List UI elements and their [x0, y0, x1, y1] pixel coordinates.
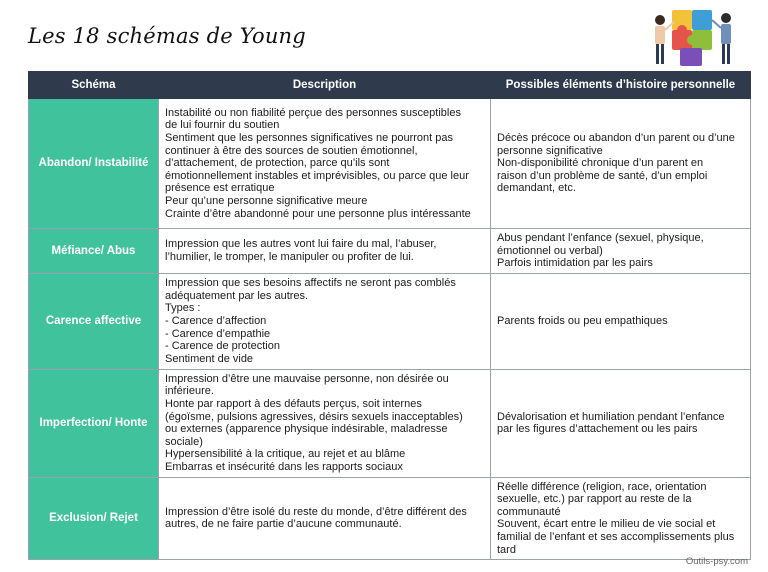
description-line: continuer à être des sources de soutien émotionnel,: [165, 144, 418, 157]
history-line: Non-disponibilité chronique d’un parent en: [497, 157, 704, 170]
header-schema: Schéma: [29, 72, 159, 99]
history-line: sexuelle, etc.) par rapport au reste de la: [497, 493, 692, 506]
history-line: Parents froids ou peu empathiques: [497, 314, 668, 327]
history-cell: [491, 369, 751, 477]
description-line: Impression que les autres vont lui faire du mal, l’abuser,: [165, 238, 437, 251]
description-line: - Carence d’affection: [165, 314, 267, 327]
table-header-row: [29, 72, 751, 99]
description-line: - Carence d’empathie: [165, 327, 271, 340]
description-cell: [159, 477, 491, 560]
history-cell: [491, 99, 751, 229]
table-row: [29, 99, 751, 229]
description-cell: [159, 369, 491, 477]
description-line: Crainte d’être abandonné pour une personne plus intéressante: [165, 207, 471, 220]
description-line: sociale): [165, 435, 203, 448]
description-line: Instabilité ou non fiabilité perçue des personnes susceptibles: [165, 106, 461, 119]
description-line: Embarras et insécurité dans les rapports sociaux: [165, 460, 403, 473]
table-row: [29, 369, 751, 477]
description-line: adéquatement par les autres.: [165, 289, 309, 302]
description-line: émotionnellement instables et imprévisibles, ou parce que leur: [165, 169, 469, 182]
description-line: Peur qu’une personne significative meure: [165, 194, 368, 207]
history-line: demandant, etc.: [497, 182, 576, 195]
table-row: [29, 477, 751, 560]
schema-name-cell: Abandon/ Instabilité: [29, 99, 159, 229]
history-line: raison d’un problème de santé, d’un emploi: [497, 169, 708, 182]
puzzle-people-illustration: [640, 4, 750, 70]
history-line: familial de l’enfant et ses accomplissements plus: [497, 530, 735, 543]
history-cell: [491, 229, 751, 274]
history-line: Souvent, écart entre le milieu de vie social et: [497, 518, 716, 531]
description-line: (égoïsme, pulsions agressives, désirs sexuels inacceptables): [165, 410, 463, 423]
description-line: Sentiment que les personnes significatives ne pourront pas: [165, 132, 454, 145]
history-line: tard: [497, 543, 516, 556]
history-line: par les figures d’attachement ou les pairs: [497, 423, 698, 436]
history-line: Dévalorisation et humiliation pendant l’enfance: [497, 410, 725, 423]
description-line: présence est erratique: [165, 182, 275, 195]
description-line: autres, de ne faire partie d’aucune communauté.: [165, 518, 402, 531]
history-cell: [491, 477, 751, 560]
schema-name-cell: Méfiance/ Abus: [29, 229, 159, 274]
description-line: Impression d’être une mauvaise personne, non désirée ou: [165, 372, 449, 385]
history-line: Parfois intimidation par les pairs: [497, 257, 653, 270]
description-cell: [159, 99, 491, 229]
description-line: Impression que ses besoins affectifs ne seront pas comblés: [165, 277, 456, 290]
history-line: communauté: [497, 505, 561, 518]
history-line: personne significative: [497, 144, 603, 157]
description-line: ou externes (apparence physique indésirable, maladresse: [165, 423, 448, 436]
table-row: [29, 229, 751, 274]
description-line: inférieure.: [165, 385, 214, 398]
history-line: Abus pendant l’enfance (sexuel, physique,: [497, 232, 704, 244]
description-line: Sentiment de vide: [165, 352, 254, 365]
header-history: Possibles éléments d’histoire personnelle: [491, 72, 751, 99]
schema-name-cell: Carence affective: [29, 273, 159, 369]
page-title: Les 18 schémas de Young: [28, 24, 306, 48]
description-line: Types :: [165, 302, 201, 315]
header-description: Description: [159, 72, 491, 99]
history-cell: [491, 273, 751, 369]
description-line: - Carence de protection: [165, 340, 280, 353]
history-line: Décès précoce ou abandon d’un parent ou d’une: [497, 132, 735, 145]
description-line: Impression d’être isolé du reste du monde, d’être différent des: [165, 505, 467, 518]
footer-credit: Outils-psy.com: [685, 556, 748, 567]
description-line: l’humilier, le tromper, le manipuler ou profiter de lui.: [165, 250, 414, 263]
schema-name-cell: Exclusion/ Rejet: [29, 477, 159, 560]
table-row: [29, 273, 751, 369]
history-line: Réelle différence (religion, race, orientation: [497, 480, 707, 493]
history-line: émotionnel ou verbal): [497, 244, 603, 257]
schemas-table: [28, 71, 751, 560]
description-line: Hypersensibilité à la critique, au rejet et au blâme: [165, 448, 406, 461]
description-cell: [159, 273, 491, 369]
description-line: d’attachement, de protection, parce qu’ils sont: [165, 157, 390, 170]
description-line: Honte par rapport à des défauts perçus, soit internes: [165, 397, 422, 410]
description-cell: [159, 229, 491, 274]
schema-name-cell: Imperfection/ Honte: [29, 369, 159, 477]
description-line: de lui fournir du soutien: [165, 119, 280, 132]
